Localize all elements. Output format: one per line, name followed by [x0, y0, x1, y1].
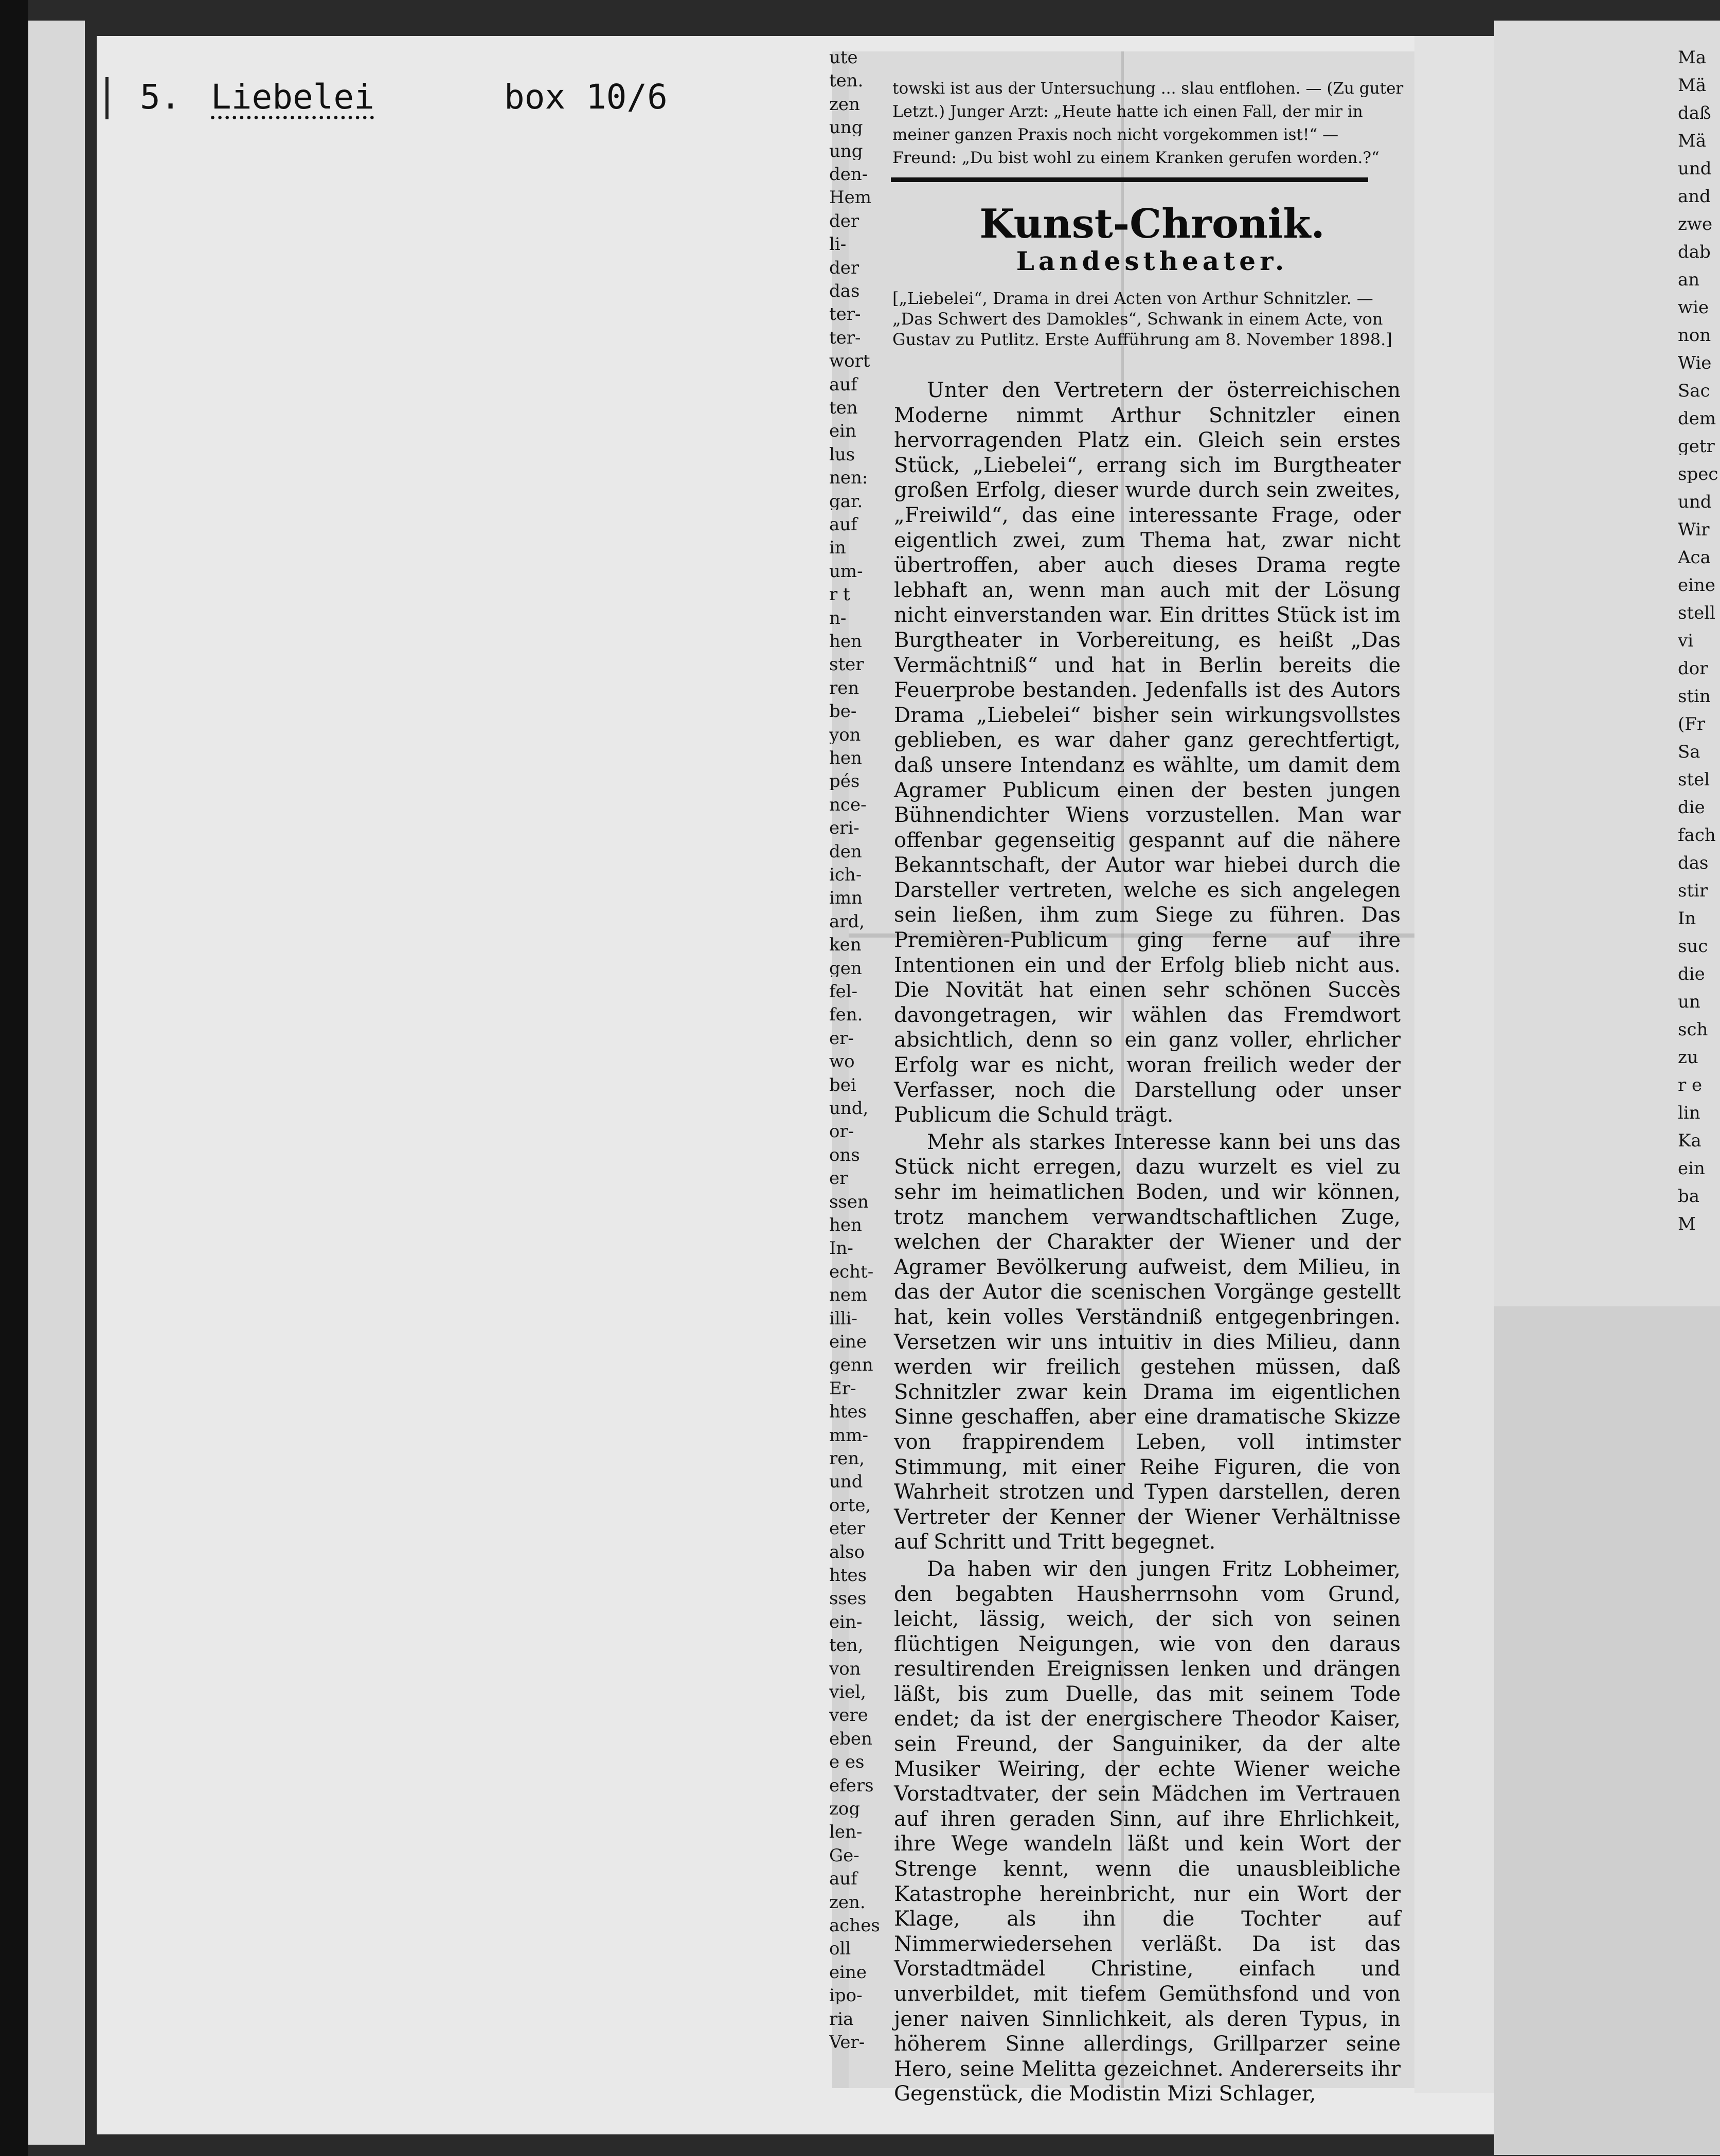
fragment-line: In-: [829, 1239, 853, 1257]
fragment-line: li-: [829, 236, 847, 254]
fragment-line: or-: [829, 1123, 854, 1141]
fragment-line: den: [829, 842, 862, 860]
article-paragraph: Unter den Vertretern der österreichischen Moderne nimmt Arthur Schnitzler einen hervorragenden Platz ein. Gleich sein erstes Stück, „Liebelei“, errang sich im Burgtheater großen Erfolg, dieser wurde durch sein zweites, „Freiwild“, das eine interessante Frage, oder eigentlich zwei, zum Thema hat, zwar nicht übertroffen, aber auch dieses Drama regte lebhaft an, wenn man auch mit der Lösung nicht einverstanden war. Ein drittes Stück ist im Burgtheater in Vorbereitung, es heißt „Das Vermächtniß“ und hat in Berlin bereits die Feuerprobe bestanden. Jedenfalls ist des Autors Drama „Liebelei“ bisher sein wirkungsvollstes geblieben, es war daher ganz gerechtfertigt, daß unsere Intendanz es wählte, um damit dem Agramer Publicum einen der besten jungen Bühnendichter Wiens vorzustellen. Man war offenbar gegenseitig gespannt auf die nähere Bekanntschaft, der Autor war hiebei durch die Darsteller vertreten, welche es sich angelegen sein ließen, ihm zum Siege zu führen. Das Premièren-Publicum ging ferne auf ihre Intentionen ein und der Erfolg blieb nicht aus. Die Novität hat einen sehr schönen Succès davongetragen, wir wählen das Fremdwort absichtlich, denn so ein ganz voller, ehrlicher Erfolg war es nicht, woran freilich weder der Verfasser, noch die Darstellung oder unser Publicum die Schuld trägt.: [894, 379, 1401, 1127]
fragment-line: eter: [829, 1520, 866, 1538]
fragment-line: imn: [829, 889, 863, 907]
fragment-line: hen: [829, 1216, 862, 1234]
fragment-line: Hem: [829, 189, 872, 207]
fragment-line: ren,: [829, 1450, 865, 1467]
fragment-line: ter-: [829, 306, 861, 324]
fragment-line: ipo-: [829, 1987, 863, 2005]
fragment-line: fach: [1678, 827, 1716, 844]
fragment-line: um-: [829, 562, 863, 580]
fragment-line: ung: [829, 119, 863, 137]
article-section: Landestheater.: [1016, 246, 1288, 276]
fragment-line: fen.: [829, 1006, 863, 1024]
fragment-line: ken: [829, 936, 862, 954]
fragment-line: pés: [829, 772, 860, 790]
fragment-line: Ka: [1678, 1132, 1701, 1149]
fragment-line: dab: [1678, 243, 1711, 261]
fragment-line: ons: [829, 1146, 860, 1164]
fragment-line: der: [829, 259, 859, 277]
fragment-line: hen: [829, 633, 862, 650]
fragment-line: ten,: [829, 1637, 864, 1655]
fragment-line: Ver-: [829, 2034, 865, 2051]
article-heading: Kunst-Chronik.: [979, 201, 1325, 247]
fragment-line: von: [829, 1660, 861, 1678]
fragment-line: vi: [1678, 632, 1694, 650]
fragment-line: be-: [829, 703, 857, 721]
fragment-line: dem: [1678, 410, 1716, 427]
fragment-line: eben: [829, 1730, 872, 1748]
fragment-line: eri-: [829, 819, 859, 837]
fragment-line: viel,: [829, 1683, 866, 1701]
fragment-line: auf: [829, 1870, 857, 1888]
fragment-line: mm-: [829, 1426, 868, 1444]
fragment-line: stell: [1678, 604, 1715, 622]
fragment-line: gar.: [829, 492, 863, 510]
label-marker: [105, 77, 109, 119]
fragment-line: ren: [829, 679, 859, 697]
fragment-line: genn: [829, 1356, 873, 1374]
fragment-line: Wie: [1678, 354, 1712, 372]
fragment-line: hen: [829, 749, 862, 767]
fragment-line: gen: [829, 959, 862, 977]
fragment-line: Sa: [1678, 743, 1700, 761]
fragment-line: ard,: [829, 912, 865, 930]
fragment-line: die: [1678, 965, 1705, 983]
fragment-line: auf: [829, 375, 857, 393]
fragment-line: M: [1678, 1215, 1696, 1233]
fragment-line: Ge-: [829, 1846, 859, 1864]
fragment-line: dor: [1678, 660, 1708, 677]
fragment-line: fel-: [829, 983, 858, 1000]
fragment-line: zog: [829, 1800, 861, 1818]
fragment-line: Ma: [1678, 49, 1707, 66]
article-paragraph: Da haben wir den jungen Fritz Lobheimer, den begabten Hausherrnsohn vom Grund, leicht, lässig, weich, der sich von seinen flüchtigen Neigungen, wie von den daraus resultirenden Ereignissen lenken und drängen läßt, bis zum Duelle, das mit seinem Tode endet; da ist der energischere Theodor Kaiser, sein Freund, der Sanguiniker, da der alte Musiker Weiring, der echte Wiener weiche Vorstadtvater, der sein Mädchen im Vertrauen auf ihren geraden Sinn, auf ihre Ehrlichkeit, ihre Wege wandeln läßt und kein Wort der Strenge kennt, wenn die unausbleibliche Katastrophe hereinbricht, nur ein Wort der Klage, als ihn die Tochter auf Nimmerwiedersehen verläßt. Da ist das Vorstadtmädel Christine, einfach und unverbildet, mit tiefem Gemüthsfond und von jener naiven Sinnlichkeit, als deren Typus, in höherem Sinne allerdings, Grillparzer seine Hero, seine Melitta gezeichnet. Andererseits ihr Gegenstück, die Modistin Mizi Schlager,: [894, 1557, 1401, 2106]
fragment-line: wie: [1678, 299, 1709, 316]
article-paragraph: Mehr als starkes Interesse kann bei uns das Stück nicht erregen, dazu wurzelt es viel zu sehr im heimatlichen Boden, und wir können, trotz manchem verwandtschaftlichen Zuge, welchen der Charakter der Wiener und der Agramer Bevölkerung aufweist, dem Milieu, in das der Autor die scenischen Vorgänge gestellt hat, kein volles Verständniß entgegenbringen. Versetzen wir uns intuitiv in dies Milieu, dann werden wir freilich gestehen müssen, daß Schnitzler zwar kein Drama im eigentlichen Sinne geschaffen, aber eine dramatische Skizze von frappirendem Leben, voll intimster Stimmung, mit einer Reihe Figuren, die von Wahrheit strotzen und Typen darstellen, deren Vertreter der Kenner der Wiener Verhältnisse auf Schritt und Tritt begegnet.: [894, 1130, 1401, 1554]
fragment-line: ba: [1678, 1188, 1700, 1205]
fragment-line: r e: [1678, 1076, 1703, 1094]
fragment-line: zen.: [829, 1893, 866, 1911]
fragment-line: and: [1678, 188, 1711, 205]
fragment-line: efers: [829, 1776, 874, 1794]
fragment-line: ein: [1678, 1160, 1705, 1177]
fragment-line: oll: [829, 1940, 851, 1958]
section-rule: [891, 177, 1368, 182]
fragment-line: wo: [829, 1053, 855, 1071]
fragment-line: eine: [829, 1333, 867, 1351]
fragment-line: zen: [829, 95, 860, 113]
fragment-line: echt-: [829, 1263, 874, 1281]
fragment-line: sses: [829, 1590, 867, 1608]
fragment-line: non: [1678, 327, 1711, 344]
fragment-line: htes: [829, 1567, 867, 1584]
label-box-number: box 10/6: [504, 77, 668, 117]
fragment-line: yon: [829, 726, 861, 744]
fragment-line: Er-: [829, 1379, 856, 1397]
fragment-line: an: [1678, 271, 1700, 289]
fragment-line: wort: [829, 352, 870, 370]
label-title: Liebelei: [211, 77, 374, 117]
fragment-line: illi-: [829, 1309, 857, 1327]
fragment-line: e es: [829, 1753, 865, 1771]
fragment-line: stin: [1678, 688, 1711, 705]
fragment-line: aches: [829, 1917, 880, 1934]
fragment-line: spec: [1678, 465, 1718, 483]
fragment-line: ter-: [829, 329, 861, 347]
fragment-line: un: [1678, 993, 1700, 1011]
fragment-line: und: [829, 1473, 863, 1491]
fragment-line: nem: [829, 1286, 868, 1304]
fragment-line: ster: [829, 656, 864, 674]
fragment-line: auf: [829, 516, 857, 533]
fragment-line: ein: [829, 422, 856, 440]
fragment-line: orte,: [829, 1496, 871, 1514]
adjacent-page-lower: [1494, 1306, 1720, 2155]
fragment-line: getr: [1678, 438, 1715, 455]
fragment-line: len-: [829, 1823, 863, 1841]
fragment-line: das: [1678, 854, 1709, 872]
fragment-line: ung: [829, 142, 863, 160]
fragment-line: bei: [829, 1076, 856, 1094]
fragment-line: also: [829, 1543, 865, 1561]
fragment-line: in: [829, 539, 846, 557]
fragment-line: ich-: [829, 866, 862, 884]
article-subtitle: [„Liebelei“, Drama in drei Acten von Arthur Schnitzler. — „Das Schwert des Damokles“, Schwank in einem Acte, von Gustav zu Putlitz. Erste Aufführung am 8. November 1898.]: [892, 289, 1392, 349]
fragment-line: ssen: [829, 1193, 869, 1211]
fragment-line: Aca: [1678, 549, 1711, 566]
fragment-line: ten.: [829, 72, 864, 90]
fragment-line: nce-: [829, 796, 867, 814]
fragment-line: stir: [1678, 882, 1708, 900]
fragment-line: ein-: [829, 1613, 863, 1631]
fragment-line: der: [829, 212, 859, 230]
fragment-line: lus: [829, 445, 855, 463]
fragment-line: Mä: [1678, 132, 1707, 150]
fragment-line: suc: [1678, 938, 1708, 955]
fragment-line: eine: [1678, 577, 1716, 594]
fragment-line: n-: [829, 609, 847, 627]
fragment-line: und,: [829, 1100, 869, 1117]
fragment-line: das: [829, 282, 860, 300]
fragment-line: vere: [829, 1706, 868, 1724]
fragment-line: und: [1678, 493, 1712, 511]
fragment-line: zu: [1678, 1049, 1698, 1066]
fragment-line: er: [829, 1170, 848, 1188]
fragment-line: den-: [829, 166, 868, 183]
fragment-line: die: [1678, 799, 1705, 816]
fragment-line: zwe: [1678, 215, 1713, 233]
previous-article-tail: towski ist aus der Untersuchung ... slau entflohen. — (Zu guter Letzt.) Junger Arzt: „Heute hatte ich einen Fall, der mir in meiner ganzen Praxis noch nicht vorgekommen ist!“ — Freund: „Du bist wohl zu einem Kranken gerufen worden.?“: [892, 79, 1404, 167]
article-body: [894, 378, 1401, 2107]
fragment-line: stel: [1678, 771, 1710, 788]
fragment-line: nen:: [829, 469, 868, 487]
fragment-line: Sac: [1678, 382, 1710, 400]
fragment-line: und: [1678, 160, 1712, 177]
folder-edge: [28, 21, 85, 2145]
fragment-line: sch: [1678, 1021, 1708, 1038]
label-number: 5.: [140, 77, 181, 117]
fragment-line: ute: [829, 49, 858, 66]
fragment-line: ten: [829, 399, 858, 417]
fragment-line: eine: [829, 1963, 867, 1981]
scanner-shadow: [0, 0, 28, 2156]
fragment-line: Wir: [1678, 521, 1710, 538]
fragment-line: lin: [1678, 1104, 1700, 1122]
fragment-line: Mä: [1678, 77, 1707, 94]
fragment-line: daß: [1678, 104, 1711, 122]
fragment-line: r t: [829, 586, 850, 604]
fragment-line: er-: [829, 1029, 854, 1047]
fragment-line: htes: [829, 1403, 867, 1421]
fragment-line: In: [1678, 910, 1696, 927]
fragment-line: (Fr: [1678, 715, 1706, 733]
fragment-line: ria: [829, 2010, 854, 2028]
